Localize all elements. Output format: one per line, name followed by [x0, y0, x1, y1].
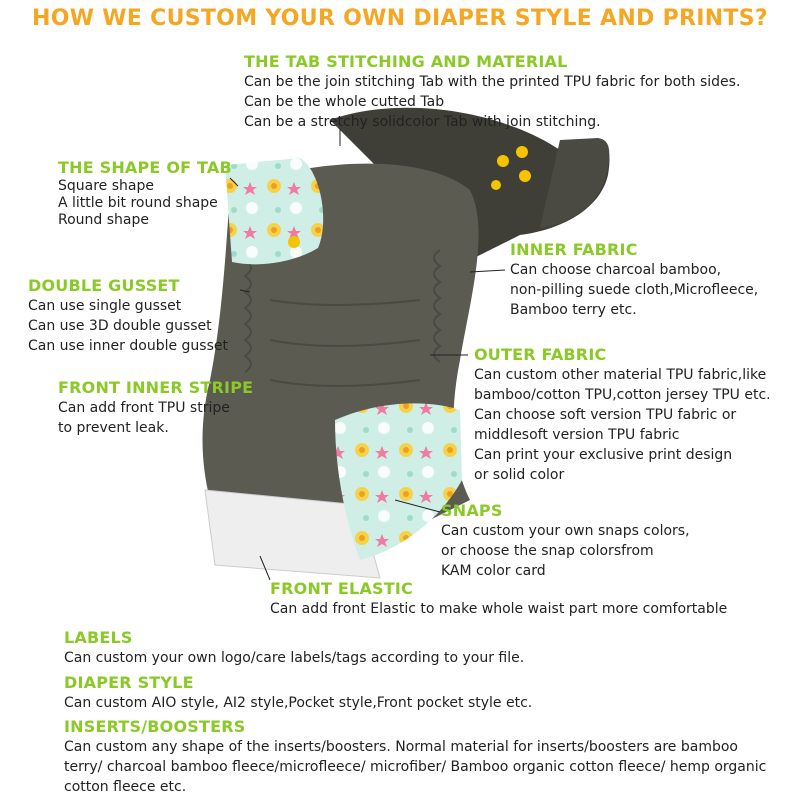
diaper-style-heading: DIAPER STYLE [64, 673, 194, 692]
outer-fabric-line: middlesoft version TPU fabric [474, 427, 680, 443]
snaps-line: Can custom your own snaps colors, [441, 523, 690, 539]
outer-fabric-line: Can choose soft version TPU fabric or [474, 407, 737, 423]
outer-fabric-heading: OUTER FABRIC [474, 345, 607, 364]
tab-snap-icon [288, 236, 300, 248]
tab-stitching-section [244, 52, 740, 132]
shape-of-tab-line: Square shape [58, 178, 154, 194]
tab-stitching-line: Can be a stretchy solidcolor Tab with join stitching. [244, 114, 601, 130]
snaps-section [441, 501, 690, 581]
outer-fabric-line: or solid color [474, 467, 565, 483]
front-elastic-section [270, 579, 727, 619]
diaper-style-line: Can custom AIO style, AI2 style,Pocket style,Front pocket style etc. [64, 695, 533, 711]
outer-fabric-line: Can custom other material TPU fabric,like [474, 367, 767, 383]
front-inner-stripe-line: to prevent leak. [58, 420, 169, 436]
snaps-heading: SNAPS [441, 501, 503, 520]
front-inner-stripe-heading: FRONT INNER STRIPE [58, 378, 254, 397]
snaps-line: KAM color card [441, 563, 546, 579]
shape-of-tab-heading: THE SHAPE OF TAB [58, 158, 232, 177]
front-inner-stripe-line: Can add front TPU stripe [58, 400, 230, 416]
double-gusset-line: Can use single gusset [28, 298, 182, 314]
tab-stitching-line: Can be the join stitching Tab with the printed TPU fabric for both sides. [244, 74, 741, 90]
labels-section [64, 628, 524, 668]
labels-line: Can custom your own logo/care labels/tags according to your file. [64, 650, 525, 666]
snaps-line: or choose the snap colorsfrom [441, 543, 654, 559]
inserts-section [64, 717, 774, 797]
outer-fabric-line: Can print your exclusive print design [474, 447, 733, 463]
diaper-style-section [64, 673, 532, 713]
shape-of-tab-line: A little bit round shape [58, 195, 218, 211]
outer-fabric-section [474, 345, 771, 485]
double-gusset-line: Can use inner double gusset [28, 338, 228, 354]
front-elastic-heading: FRONT ELASTIC [270, 579, 413, 598]
inner-fabric-line: Bamboo terry etc. [510, 302, 637, 318]
inserts-heading: INSERTS/BOOSTERS [64, 717, 246, 736]
inner-fabric-section [510, 240, 758, 320]
page-title: HOW WE CUSTOM YOUR OWN DIAPER STYLE AND PRINTS? [32, 6, 768, 31]
front-inner-stripe-section [58, 378, 253, 438]
tab-stitching-heading: THE TAB STITCHING AND MATERIAL [244, 52, 568, 71]
double-gusset-heading: DOUBLE GUSSET [28, 276, 180, 295]
shape-of-tab-line: Round shape [58, 212, 149, 228]
double-gusset-line: Can use 3D double gusset [28, 318, 212, 334]
shape-of-tab-section [58, 158, 232, 229]
double-gusset-section [28, 276, 228, 356]
inserts-line: Can custom any shape of the inserts/boosters. Normal material for inserts/boosters are bamboo terry/ charcoal bamboo fleece/microfleece/ microfiber/ Bamboo organic cotton fleece/ hemp organic cotton fleece etc. [64, 739, 767, 795]
inner-fabric-line: Can choose charcoal bamboo, [510, 262, 722, 278]
inner-fabric-line: non-pilling suede cloth,Microfleece, [510, 282, 759, 298]
front-elastic-line: Can add front Elastic to make whole waist part more comfortable [270, 601, 728, 617]
inner-fabric-heading: INNER FABRIC [510, 240, 638, 259]
labels-heading: LABELS [64, 628, 133, 647]
outer-fabric-line: bamboo/cotton TPU,cotton jersey TPU etc. [474, 387, 771, 403]
tab-stitching-line: Can be the whole cutted Tab [244, 94, 445, 110]
